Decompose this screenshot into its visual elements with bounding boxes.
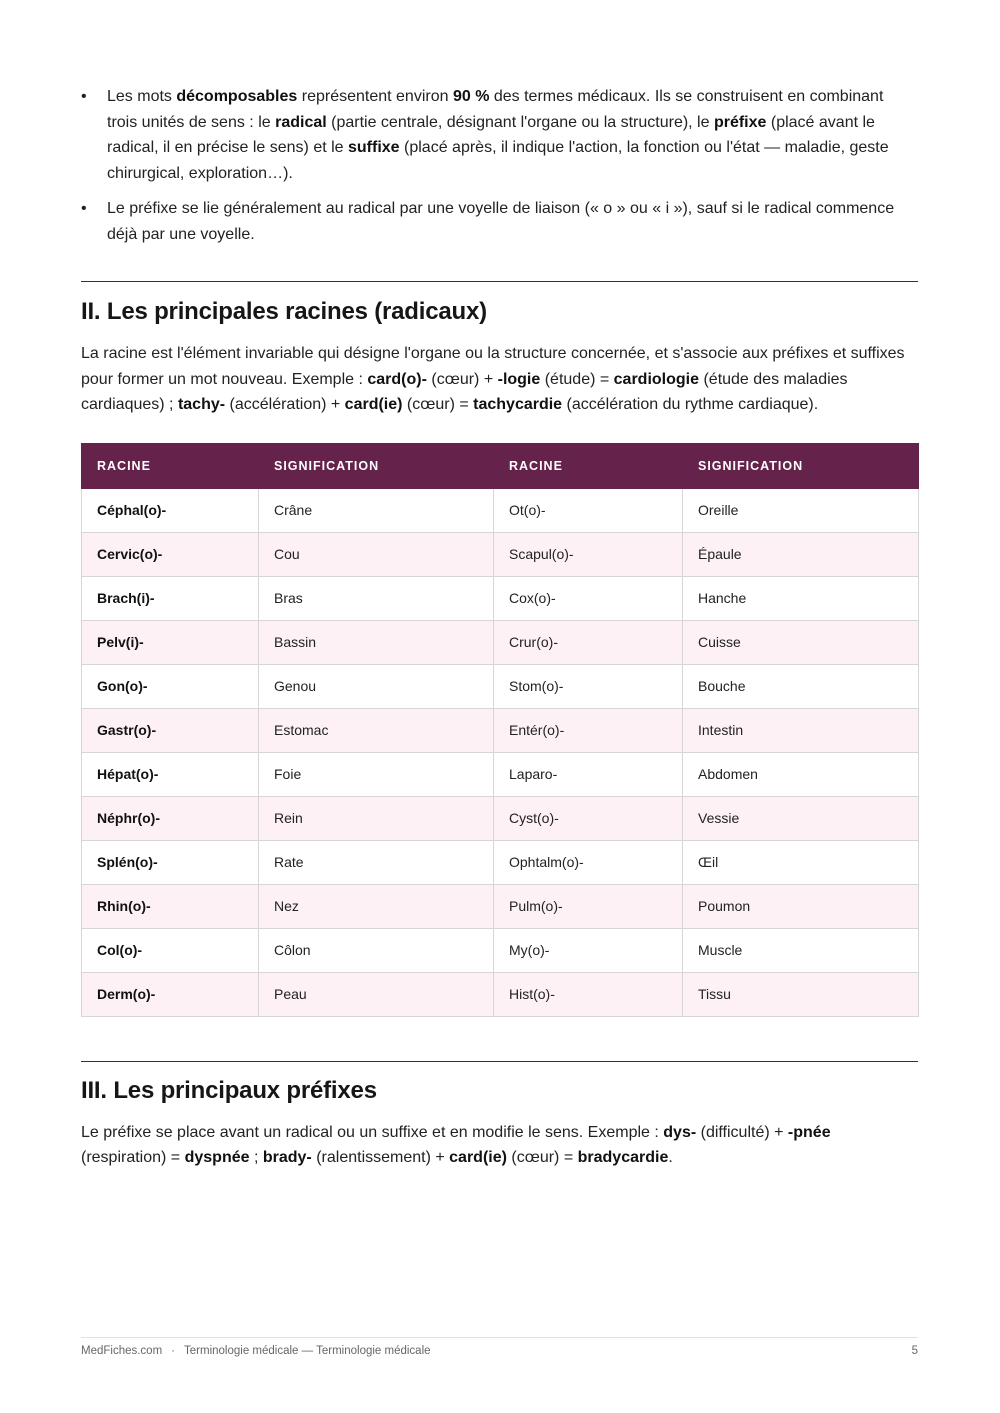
meaning-cell: Estomac [259, 708, 494, 752]
para-text: (cœur) = [402, 396, 474, 413]
bold-term: préfixe [713, 113, 767, 131]
root-cell: Céphal(o)- [82, 488, 259, 532]
bold-term: dys- [663, 1123, 697, 1141]
bullet-decomposable-words [81, 84, 918, 186]
footer-subject: Terminologie médicale — Terminologie médicale [184, 1345, 431, 1357]
table-row [82, 752, 919, 796]
meaning-cell: Cou [259, 532, 494, 576]
root-cell: Cervic(o)- [82, 532, 259, 576]
bold-term: 90 % [452, 88, 490, 105]
section-divider [81, 1061, 918, 1062]
footer-left [81, 1345, 431, 1357]
para-text: (accélération) + [225, 396, 345, 413]
bullet-dot-icon: • [81, 200, 87, 217]
para-text: Le préfixe se place avant un radical ou un suffixe et en modifie le sens. Exemple : [81, 1123, 664, 1141]
column-header-meaning: SIGNIFICATION [259, 443, 494, 488]
table-row [82, 664, 919, 708]
table-row [82, 576, 919, 620]
meaning-cell: Rein [259, 796, 494, 840]
root-cell: Brach(i)- [82, 576, 259, 620]
meaning-cell: Foie [259, 752, 494, 796]
para-text: ; [249, 1149, 263, 1166]
bold-term: tachycardie [473, 396, 563, 413]
table-row [82, 532, 919, 576]
section-intro-prefixes [81, 1120, 918, 1171]
meaning-cell: Nez [259, 884, 494, 928]
para-text: (cœur) + [426, 370, 498, 388]
root-cell: Stom(o)- [494, 664, 683, 708]
para-text: (étude des maladies cardiaques) ; [81, 370, 848, 413]
root-cell: Scapul(o)- [494, 532, 683, 576]
section-intro-roots [81, 341, 918, 418]
meaning-cell: Muscle [683, 928, 919, 972]
para-text: (étude) = [540, 370, 614, 388]
meaning-cell: Intestin [683, 708, 919, 752]
root-cell: Ot(o)- [494, 488, 683, 532]
bold-term: tachy- [177, 396, 226, 413]
meaning-cell: Peau [259, 972, 494, 1016]
intro-bullet-list [81, 84, 918, 247]
para-text: (cœur) = [506, 1149, 578, 1166]
section-title-roots: II. Les principales racines (radicaux) [81, 298, 487, 325]
column-header-root: RACINE [494, 443, 683, 488]
bullet-text: (placé avant le radical, il en précise le sens) et le [107, 113, 875, 156]
footer-divider [81, 1337, 918, 1338]
meaning-cell: Bras [259, 576, 494, 620]
bullet-dot-icon: • [81, 88, 87, 105]
para-text: La racine est l'élément invariable qui désigne l'organe ou la structure concernée, et s'associe aux préfixes et suffixes pour former un mot nouveau. Exemple : [81, 345, 905, 388]
para-text: (difficulté) + [696, 1123, 788, 1141]
meaning-cell: Hanche [683, 576, 919, 620]
bullet-text: Les mots [107, 88, 177, 105]
para-text: (accélération du rythme cardiaque). [562, 396, 819, 413]
bold-term: dyspnée [184, 1149, 250, 1166]
column-header-meaning: SIGNIFICATION [683, 443, 919, 488]
root-cell: Néphr(o)- [82, 796, 259, 840]
root-cell: Hépat(o)- [82, 752, 259, 796]
root-cell: Cyst(o)- [494, 796, 683, 840]
root-cell: Gastr(o)- [82, 708, 259, 752]
bold-term: card(o)- [367, 370, 427, 388]
bold-term: suffixe [348, 139, 400, 156]
bold-term: card(ie) [449, 1149, 507, 1166]
meaning-cell: Rate [259, 840, 494, 884]
footer-site-name: MedFiches.com [81, 1345, 163, 1357]
root-cell: Rhin(o)- [82, 884, 259, 928]
bullet-text: Le préfixe se lie généralement au radical par une voyelle de liaison (« o » ou « i »), sauf si le radical commence déjà par une voyelle. [107, 200, 895, 243]
bold-term: cardiologie [613, 370, 700, 388]
bullet-text: (partie centrale, désignant l'organe ou la structure), le [326, 113, 714, 131]
bold-term: bradycardie [577, 1149, 669, 1166]
meaning-cell: Côlon [259, 928, 494, 972]
bullet-text: des termes médicaux. Ils se construisent en combinant trois unités de sens : le [107, 88, 884, 131]
roots-table [81, 443, 919, 1017]
root-cell: Derm(o)- [82, 972, 259, 1016]
table-row [82, 620, 919, 664]
root-cell: Ophtalm(o)- [494, 840, 683, 884]
root-cell: Pelv(i)- [82, 620, 259, 664]
table-row [82, 796, 919, 840]
table-row [82, 884, 919, 928]
table-row [82, 708, 919, 752]
table-header-row [82, 443, 919, 488]
meaning-cell: Bassin [259, 620, 494, 664]
meaning-cell: Crâne [259, 488, 494, 532]
root-cell: Hist(o)- [494, 972, 683, 1016]
section-title-prefixes: III. Les principaux préfixes [81, 1076, 377, 1104]
para-text: (respiration) = [81, 1149, 185, 1166]
bold-term: brady- [262, 1149, 312, 1166]
meaning-cell: Vessie [683, 796, 919, 840]
footer-separator: · [171, 1345, 176, 1357]
para-text: . [668, 1149, 673, 1166]
bullet-text: représentent environ [297, 88, 453, 105]
meaning-cell: Épaule [683, 532, 919, 576]
page-content [81, 84, 918, 1171]
root-cell: Splén(o)- [82, 840, 259, 884]
root-cell: My(o)- [494, 928, 683, 972]
meaning-cell: Oreille [683, 488, 919, 532]
root-cell: Gon(o)- [82, 664, 259, 708]
section-divider [81, 281, 918, 282]
bold-term: décomposables [176, 88, 298, 105]
para-text: (ralentissement) + [311, 1149, 450, 1166]
page-number: 5 [911, 1345, 918, 1357]
bold-term: radical [275, 113, 327, 131]
root-cell: Laparo- [494, 752, 683, 796]
root-cell: Crur(o)- [494, 620, 683, 664]
meaning-cell: Œil [683, 840, 919, 884]
column-header-root: RACINE [82, 443, 259, 488]
meaning-cell: Poumon [683, 884, 919, 928]
bold-term: card(ie) [344, 396, 403, 413]
root-cell: Pulm(o)- [494, 884, 683, 928]
bold-term: -logie [497, 370, 541, 388]
meaning-cell: Bouche [683, 664, 919, 708]
bullet-linking-vowel [81, 196, 918, 247]
table-row [82, 840, 919, 884]
bullet-text: (placé après, il indique l'action, la fonction ou l'état — maladie, geste chirurgical, exploration…). [107, 139, 889, 182]
meaning-cell: Genou [259, 664, 494, 708]
table-row [82, 488, 919, 532]
table-row [82, 972, 919, 1016]
table-row [82, 928, 919, 972]
page-footer [81, 1345, 918, 1357]
root-cell: Entér(o)- [494, 708, 683, 752]
root-cell: Cox(o)- [494, 576, 683, 620]
meaning-cell: Tissu [683, 972, 919, 1016]
root-cell: Col(o)- [82, 928, 259, 972]
bold-term: -pnée [787, 1123, 831, 1141]
meaning-cell: Cuisse [683, 620, 919, 664]
meaning-cell: Abdomen [683, 752, 919, 796]
